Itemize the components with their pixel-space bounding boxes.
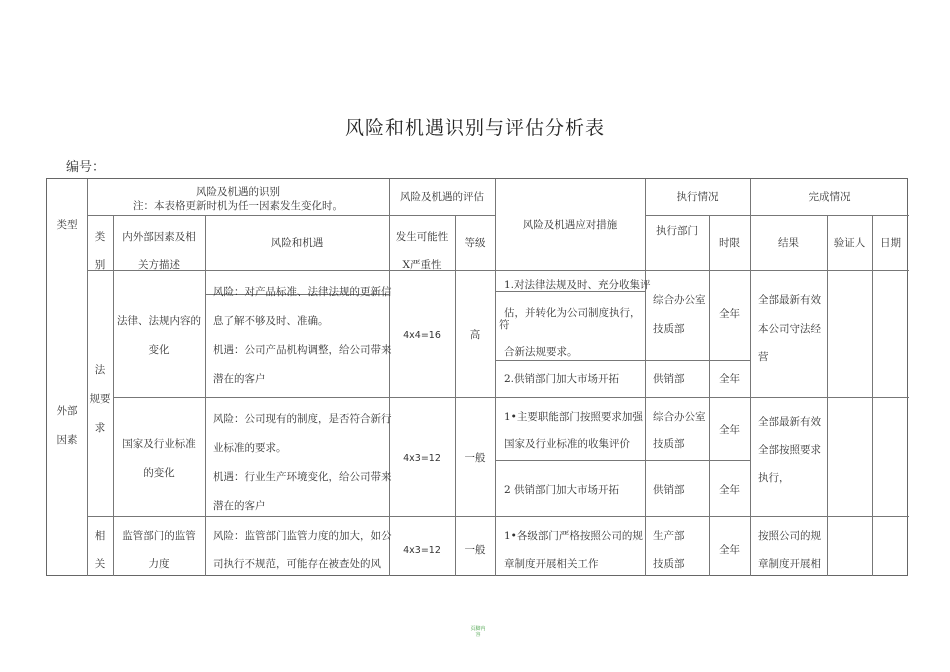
category-related-2: 关 — [94, 558, 106, 570]
row1-opportunity-1: 机遇：公司产品机构调整，给公司带来 — [213, 344, 392, 356]
row1-result-1: 全部最新有效 — [758, 294, 821, 306]
header-execution: 执行情况 — [676, 191, 719, 203]
row1-period1: 全年 — [719, 308, 740, 320]
row3-period1: 全年 — [719, 544, 740, 556]
header-assess: 风险及机遇的评估 — [400, 191, 484, 203]
row3-result-2: 章制度开展相 — [758, 558, 821, 570]
row3-risk-1: 风险：监管部门监管力度的加大，如公 — [213, 530, 392, 542]
row2-measure2: 2 供销部门加大市场开拓 — [504, 484, 620, 496]
header-result: 结果 — [778, 237, 799, 249]
row2-opportunity-1: 机遇：行业生产环境变化，给公司带来 — [213, 471, 392, 483]
row2-risk-1: 风险：公司现有的制度，是否符合新行 — [213, 413, 392, 425]
header-identify: 风险及机遇的识别 — [196, 186, 280, 198]
row1-result-2: 本公司守法经 — [758, 323, 821, 335]
header-measures: 风险及机遇应对措施 — [522, 219, 618, 231]
row2-opportunity-2: 潜在的客户 — [213, 500, 266, 512]
row3-grade: 一般 — [464, 544, 486, 556]
code-label: 编号： — [66, 160, 106, 175]
row1-dept1-1: 综合办公室 — [653, 294, 706, 306]
row1-dept1-2: 技质部 — [653, 323, 685, 335]
row3-dept1-1: 生产部 — [653, 530, 685, 542]
row1-factor-1: 法律、法规内容的 — [117, 315, 201, 327]
category-law-1: 法 — [94, 364, 106, 376]
row1-measure1-1: 1.对法律法规及时、充分收集评 — [504, 279, 651, 291]
row2-period2: 全年 — [719, 484, 740, 496]
header-risk-opportunity: 风险和机遇 — [270, 237, 324, 249]
row1-result-3: 营 — [758, 351, 769, 363]
header-severity: X严重性 — [402, 259, 442, 271]
row2-factor-1: 国家及行业标准 — [122, 438, 196, 450]
header-identify-note: 注：本表格更新时机为任一因素发生变化时。 — [133, 200, 343, 212]
row2-dept2: 供销部 — [653, 484, 685, 496]
row2-dept1-1: 综合办公室 — [653, 411, 706, 423]
category-law-3: 求 — [94, 422, 106, 434]
row1-measure1-2: 估，并转化为公司制度执行， — [504, 307, 641, 319]
header-category-1: 类 — [94, 231, 106, 243]
page-footer — [463, 626, 493, 638]
row1-dept2: 供销部 — [653, 373, 685, 385]
row2-score: 4x3=12 — [403, 453, 441, 464]
row2-result-1: 全部最新有效 — [758, 416, 821, 428]
type-value-2: 因素 — [56, 434, 78, 446]
header-period: 时限 — [719, 237, 740, 249]
row1-risk-1: 风险：对产品标准、法律法规的更新信 — [213, 286, 392, 298]
header-category-2: 别 — [94, 259, 106, 271]
row3-dept1-2: 技质部 — [653, 558, 685, 570]
row2-factor-2: 的变化 — [143, 467, 175, 479]
row1-risk-2: 息了解不够及时、准确。 — [213, 315, 329, 327]
row3-factor-1: 监管部门的监管 — [122, 530, 196, 542]
footer-line-2: 容 — [475, 632, 481, 638]
category-related-1: 相 — [94, 530, 106, 542]
row3-score: 4x3=12 — [403, 545, 441, 556]
header-dept: 执行部门 — [656, 225, 698, 237]
row1-opportunity-2: 潜在的客户 — [213, 373, 266, 385]
header-factor-1: 内外部因素及相 — [122, 231, 196, 243]
row1-measure1-3: 符 — [499, 319, 510, 331]
row3-factor-2: 力度 — [148, 558, 170, 570]
row3-result-1: 按照公司的规 — [758, 530, 821, 542]
header-date: 日期 — [880, 237, 901, 249]
row1-score: 4x4=16 — [403, 330, 441, 341]
row2-period1: 全年 — [719, 424, 740, 436]
row3-measure1-1: 1•各级部门严格按照公司的规 — [504, 530, 643, 542]
risk-assessment-table — [46, 178, 908, 576]
header-grade: 等级 — [464, 237, 486, 249]
header-verifier: 验证人 — [833, 237, 866, 249]
row1-measure1-4: 合新法规要求。 — [504, 346, 578, 358]
row3-measure1-2: 章制度开展相关工作 — [504, 558, 599, 570]
footer-line-1: 页脚内 — [470, 626, 486, 632]
row2-dept1-2: 技质部 — [653, 438, 685, 450]
row2-measure1-2: 国家及行业标准的收集评价 — [504, 438, 630, 450]
row2-result-2: 全部按照要求 — [758, 444, 821, 456]
header-likelihood: 发生可能性 — [395, 231, 449, 243]
row2-measure1-1: 1•主要职能部门按照要求加强 — [504, 411, 643, 423]
row1-period2: 全年 — [719, 373, 740, 385]
row3-risk-2: 司执行不规范，可能存在被查处的风 — [213, 558, 381, 570]
header-completion: 完成情况 — [808, 191, 851, 203]
row2-result-3: 执行， — [758, 472, 790, 484]
type-value-1: 外部 — [56, 405, 78, 417]
header-factor-2: 关方描述 — [138, 259, 180, 271]
row2-grade: 一般 — [464, 452, 486, 464]
document-title: 风险和机遇识别与评估分析表 — [344, 117, 605, 139]
row1-grade: 高 — [469, 329, 481, 341]
row1-factor-2: 变化 — [148, 344, 170, 356]
category-law-2: 规要 — [89, 393, 111, 405]
row1-measure2: 2.供销部门加大市场开拓 — [504, 373, 620, 385]
row2-risk-2: 业标准的要求。 — [213, 442, 287, 454]
header-type: 类型 — [56, 219, 78, 231]
